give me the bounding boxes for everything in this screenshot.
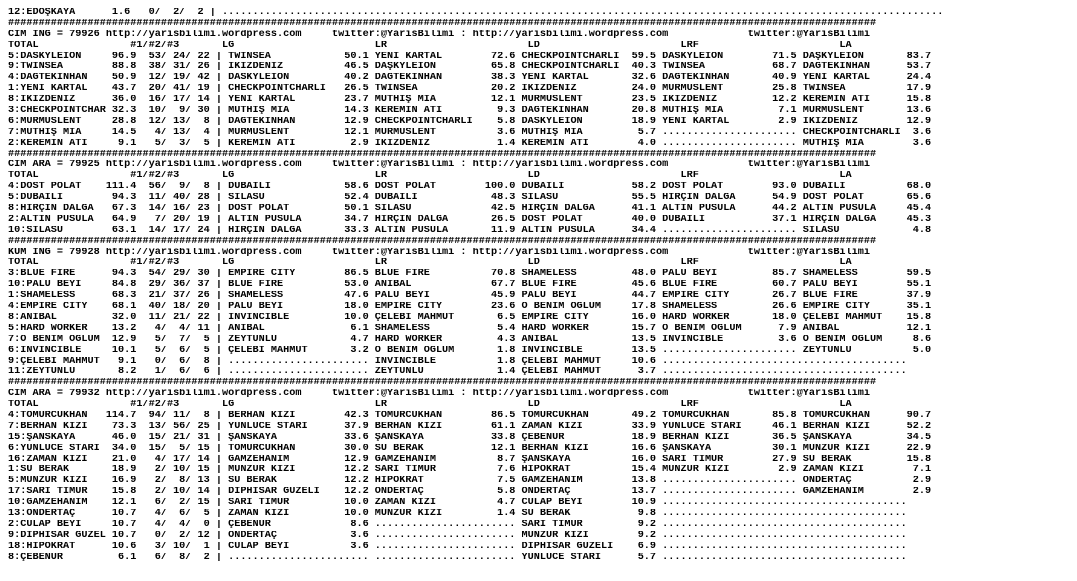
text-line: 7:BERHAN KIZI 73.3 13/ 56/ 25 | YÜNLÜCE STARI 37.9 BERHAN KIZI 61.1 ZAMAN KIZI 33.9 YÜNLÜCE STARI 46.1 BERHAN KIZI 52.2 xyxy=(8,421,932,432)
text-line: CIM ARA = 79925 http://yarisbilimi.wordpress.com twitter:@YarisBilimi : http://yarisbilimi.wordpress.com twitter:@YarisBilimi xyxy=(8,160,871,171)
text-line: 10:SILASU 63.1 14/ 17/ 24 | HIRÇIN DALGA 33.3 ALTIN PUSULA 11.9 ALTIN PUSULA 34.4 ...................... SILASU 4.8 xyxy=(8,225,932,236)
text-line: 6:MURMUSLENT 28.8 12/ 13/ 8 | DAĞTEKİNHAN 12.9 CHECKPOINTCHARLI 5.8 DASKYLEION 18.9 YENİ KARTAL 2.9 İKİZDENİZ 12.9 xyxy=(8,116,932,127)
text-line: 3:BLUE FIRE 94.3 54/ 29/ 30 | EMPIRE CITY 86.5 BLUE FIRE 70.8 SHAMELESS 48.0 PALU BEYİ 85.7 SHAMELESS 59.5 xyxy=(8,269,932,280)
text-line: 16:ZAMAN KIZI 21.0 4/ 17/ 14 | GAMZEHANIM 12.9 GAMZEHANIM 8.7 ŞANSKAYA 16.0 SARI TİMUR 27.9 SU BERAK 15.8 xyxy=(8,454,932,465)
text-line: 1:YENİ KARTAL 43.7 20/ 41/ 19 | CHECKPOINTCHARLI 26.5 TWINSEA 20.2 İKİZDENİZ 24.0 MURMUSLENT 25.8 TWINSEA 17.9 xyxy=(8,84,932,95)
text-line: 9:TWINSEA 88.8 38/ 31/ 26 | İKİZDENİZ 46.5 DAŞKYLEION 65.8 CHECKPOINTCHARLI 40.3 TWINSEA 68.7 DAĞTEKİNHAN 53.7 xyxy=(8,62,932,73)
text-line: ############################################################################################################################################## xyxy=(8,236,877,247)
text-line: CIM ING = 79926 http://yarisbilimi.wordpress.com twitter:@YarisBilimi : http://yarisbilimi.wordpress.com twitter:@YarisBilimi xyxy=(8,29,871,40)
text-line: 3:CHECKPOINTCHAR 32.3 10/ 9/ 30 | MÜTHİŞ MİA 14.3 KEREMİN ATI 9.3 DAĞTEKİNHAN 20.8 MÜTHİŞ MİA 7.1 MURMUSLENT 13.6 xyxy=(8,106,932,117)
text-line: 5:DASKYLEION 96.9 53/ 24/ 22 | TWINSEA 50.1 YENİ KARTAL 72.6 CHECKPOINTCHARLI 59.5 DASKYLEION 71.5 DAŞKYLEION 83.7 xyxy=(8,51,932,62)
text-line: 6:YÜNLÜCE STARI 34.0 15/ 5/ 15 | TOMURCUKHAN 30.0 SU BERAK 12.1 BERHAN KIZI 16.6 ŞANSKAYA 30.1 MUNZUR KIZI 22.9 xyxy=(8,443,932,454)
text-line: ############################################################################################################################################## xyxy=(8,18,877,29)
text-line: 15:ŞANSKAYA 46.0 15/ 21/ 31 | ŞANSKAYA 33.6 ŞANSKAYA 33.8 ÇEBENUR 18.9 BERHAN KIZI 36.5 ŞANSKAYA 34.5 xyxy=(8,432,932,443)
text-line: 18:HİPOKRAT 10.6 3/ 10/ 1 | CULAP BEYİ 3.6 ....................... DİPHİSAR GÜZELİ 6.9 ........................................ xyxy=(8,541,907,552)
text-line: TOTAL #1/#2/#3 LG LR LD LRF LA xyxy=(8,400,852,411)
text-line: 4:DOST POLAT 111.4 56/ 9/ 8 | DUBAİLİ 58.6 DOST POLAT 100.0 DUBAİLİ 58.2 DOST POLAT 93.0 DUBAİLİ 68.0 xyxy=(8,182,932,193)
text-line: TOTAL #1/#2/#3 LG LR LD LRF LA xyxy=(8,258,852,269)
text-line: 2:ALTIN PUSULA 64.9 7/ 20/ 19 | ALTIN PUSULA 34.7 HIRÇIN DALGA 26.5 DOST POLAT 40.0 DUBAİLİ 37.1 HIRÇIN DALGA 45.3 xyxy=(8,214,932,225)
text-line: 8:ANIBAL 32.0 11/ 21/ 22 | INVINCIBLE 10.0 ÇELEBİ MAHMUT 6.5 EMPIRE CITY 16.0 HARD WORKER 18.0 ÇELEBİ MAHMUT 15.8 xyxy=(8,312,932,323)
text-line: TOTAL #1/#2/#3 LG LR LD LRF LA xyxy=(8,40,852,51)
text-line: ############################################################################################################################################## xyxy=(8,378,877,389)
text-line: TOTAL #1/#2/#3 LG LR LD LRF LA xyxy=(8,171,852,182)
text-line: 1:SHAMELESS 68.3 21/ 37/ 26 | SHAMELESS 47.6 PALU BEYİ 45.9 PALU BEYİ 44.7 EMPIRE CITY 26.7 BLUE FIRE 37.9 xyxy=(8,291,932,302)
text-line: 5:DUBAİLİ 94.3 11/ 40/ 28 | SILASU 52.4 DUBAİLİ 48.3 SILASU 55.5 HIRÇIN DALGA 54.9 DOST POLAT 65.6 xyxy=(8,193,932,204)
text-line: 10:PALU BEYİ 84.8 29/ 36/ 37 | BLUE FIRE 53.0 ANIBAL 67.7 BLUE FIRE 45.6 BLUE FIRE 60.7 PALU BEYİ 55.1 xyxy=(8,280,932,291)
text-line: 9:ÇELEBİ MAHMUT 9.1 0/ 6/ 8 | ....................... INVINCIBLE 1.8 ÇELEBİ MAHMUT 10.6 ........................................ xyxy=(8,356,907,367)
text-line: 4:TOMURCUKHAN 114.7 94/ 11/ 8 | BERHAN KIZI 42.3 TOMURCUKHAN 86.5 TOMURCUKHAN 49.2 TOMURCUKHAN 85.8 TOMURCUKHAN 90.7 xyxy=(8,410,932,421)
text-line: 17:SARI TİMUR 15.8 2/ 10/ 14 | DİPHİSAR GÜZELİ 12.2 ÖNDERTAÇ 5.8 ÖNDERTAÇ 13.7 ...................... GAMZEHANIM 2.9 xyxy=(8,487,932,498)
text-line: 11:ZEYTUNLU 8.2 1/ 6/ 6 | ....................... ZEYTUNLU 1.4 ÇELEBİ MAHMUT 3.7 ........................................ xyxy=(8,367,907,378)
text-line: 7:MÜTHİŞ MİA 14.5 4/ 13/ 4 | MURMUSLENT 12.1 MURMUSLENT 3.6 MÜTHİŞ MİA 5.7 ...................... CHECKPOINTCHARLI 3.6 xyxy=(8,127,932,138)
text-line: 9:DİPHİSAR GÜZEL 10.7 0/ 2/ 12 | ÖNDERTAÇ 3.6 ....................... MUNZUR KIZI 9.2 ........................................ xyxy=(8,530,907,541)
text-line: 13:ÖNDERTAÇ 10.7 4/ 6/ 5 | ZAMAN KIZI 10.0 MUNZUR KIZI 1.4 SU BERAK 9.8 ........................................ xyxy=(8,508,907,519)
text-line: 5:MUNZUR KIZI 16.9 2/ 8/ 13 | SU BERAK 12.2 HİPOKRAT 7.5 GAMZEHANIM 13.8 ...................... ÖNDERTAÇ 2.9 xyxy=(8,476,932,487)
text-line: KUM ING = 79928 http://yarisbilimi.wordpress.com twitter:@YarisBilimi : http://yarisbilimi.wordpress.com twitter:@YarisBilimi xyxy=(8,247,871,258)
text-line: 8:ÇEBENUR 6.1 6/ 8/ 2 | ....................... ....................... YÜNLÜCE STARI 5.7 ........................................ xyxy=(8,552,907,563)
text-line: CIM ARA = 79932 http://yarisbilimi.wordpress.com twitter:@YarisBilimi : http://yarisbilimi.wordpress.com twitter:@YarisBilimi xyxy=(8,389,871,400)
text-line: 2:CULAP BEYİ 10.7 4/ 4/ 0 | ÇEBENUR 8.6 ....................... SARI TİMUR 9.2 ........................................ xyxy=(8,519,907,530)
text-line: 8:HIRÇIN DALGA 67.3 14/ 16/ 23 | DOST POLAT 50.1 SILASU 42.5 HIRÇIN DALGA 41.1 ALTIN PUSULA 44.2 ALTIN PUSULA 45.4 xyxy=(8,204,932,215)
text-line: 8:İKİZDENİZ 36.0 16/ 17/ 14 | YENİ KARTAL 23.7 MÜTHİŞ MİA 12.1 MURMUSLENT 23.5 İKİZDENİZ 12.2 KEREMİN ATI 15.8 xyxy=(8,95,932,106)
text-line: 4:EMPIRE CITY 68.1 40/ 18/ 20 | PALU BEYİ 18.0 EMPIRE CITY 23.6 O BENİM OĞLUM 17.8 SHAMELESS 26.6 EMPIRE CITY 35.1 xyxy=(8,302,932,313)
text-line: 1:SU BERAK 18.9 2/ 10/ 15 | MUNZUR KIZI 12.2 SARI TİMUR 7.6 HİPOKRAT 15.4 MUNZUR KIZI 2.9 ZAMAN KIZI 7.1 xyxy=(8,465,932,476)
text-line: 12:EDOŞKAYA 1.6 0/ 2/ 2 | ...................................................................................................................... xyxy=(8,8,944,18)
text-line: 2:KEREMİN ATI 9.1 5/ 3/ 5 | KEREMİN ATI 2.9 İKİZDENİZ 1.4 KEREMİN ATI 4.0 ...................... MÜTHİŞ MİA 3.6 xyxy=(8,138,932,149)
text-line: 6:INVINCIBLE 10.1 5/ 6/ 5 | ÇELEBİ MAHMUT 3.2 O BENİM OĞLUM 1.8 INVINCIBLE 13.5 ...................... ZEYTUNLU 5.0 xyxy=(8,345,932,356)
text-line: 7:O BENİM OĞLUM 12.9 5/ 7/ 5 | ZEYTUNLU 4.7 HARD WORKER 4.3 ANIBAL 13.5 INVINCIBLE 3.6 O BENİM OĞLUM 8.6 xyxy=(8,334,932,345)
text-line: 5:HARD WORKER 13.2 4/ 4/ 11 | ANIBAL 6.1 SHAMELESS 5.4 HARD WORKER 15.7 O BENİM OĞLUM 7.9 ANIBAL 12.1 xyxy=(8,323,932,334)
text-line: ############################################################################################################################################## xyxy=(8,149,877,160)
text-line: 4:DAĞTEKİNHAN 50.9 12/ 19/ 42 | DASKYLEION 40.2 DAĞTEKİNHAN 38.3 YENİ KARTAL 32.6 DAĞTEKİNHAN 40.9 YENİ KARTAL 24.4 xyxy=(8,73,932,84)
text-line: 10:GAMZEHANIM 12.1 6/ 2/ 15 | SARI TİMUR 10.0 ZAMAN KIZI 4.7 CULAP BEYİ 10.9 ........................................ xyxy=(8,498,907,509)
